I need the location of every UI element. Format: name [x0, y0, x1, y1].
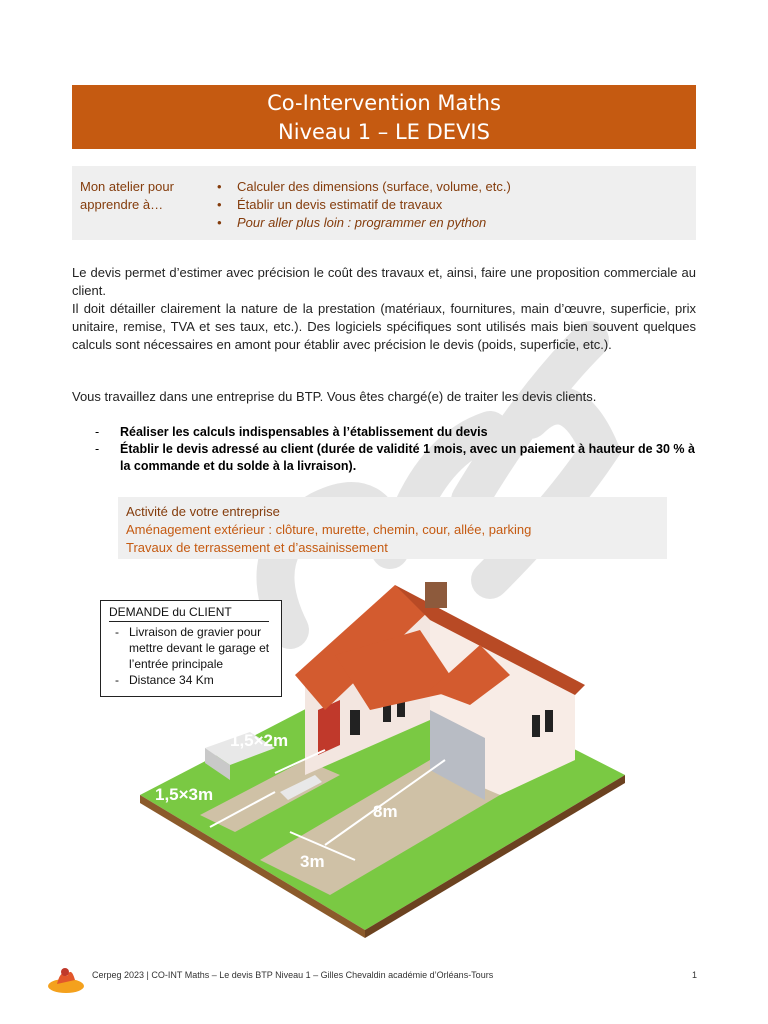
page-number: 1	[691, 970, 697, 980]
objective-item: • Établir un devis estimatif de travaux	[217, 196, 511, 214]
page-subtitle: Niveau 1 – LE DEVIS	[278, 120, 490, 144]
context-text: Vous travaillez dans une entreprise du BTP. Vous êtes chargé(e) de traiter les devis clients.	[72, 389, 597, 404]
page-footer	[92, 967, 697, 983]
dimension-label: 1,5×2m	[230, 731, 289, 750]
title-banner	[72, 85, 696, 149]
atelier-objectives-list	[217, 178, 511, 232]
client-request-item: - Distance 34 Km	[109, 672, 273, 688]
client-request-item: - Livraison de gravier pour mettre devant le garage et l’entrée principale	[109, 624, 273, 672]
activite-box	[118, 497, 667, 559]
chimney	[425, 582, 447, 608]
client-request-title: DEMANDE du CLIENT	[109, 604, 269, 622]
footer-text: Cerpeg 2023 | CO-INT Maths – Le devis BTP Niveau 1 – Gilles Chevaldin académie d’Orléans-Tours	[92, 970, 494, 980]
atelier-label: Mon atelier pour apprendre à…	[80, 179, 174, 212]
task-item: - Réaliser les calculs indispensables à l’établissement du devis	[95, 424, 695, 441]
atelier-box	[72, 166, 696, 240]
client-request-box	[100, 600, 282, 697]
intro-paragraph: Il doit détailler clairement la nature de la prestation (matériaux, fournitures, main d’œuvre, superficie, prix unitaire, remise, TVA et ses taux, etc.). Des logiciels spécifiques sont utilisés mais bien souvent quelques calculs sont nécessaires en amont pour établir avec précision le devis (poids, superficie, etc.).	[72, 301, 696, 352]
objective-item: • Calculer des dimensions (surface, volume, etc.)	[217, 178, 511, 196]
activite-line: Travaux de terrassement et d’assainissement	[126, 540, 388, 555]
window	[532, 715, 540, 737]
window	[545, 710, 553, 732]
cerpeg-logo-icon	[45, 962, 87, 996]
activite-title: Activité de votre entreprise	[126, 504, 280, 519]
intro-text	[72, 264, 696, 354]
activite-line: Aménagement extérieur : clôture, murette, chemin, cour, allée, parking	[126, 522, 532, 537]
client-request-list	[109, 624, 273, 688]
dimension-label: 3m	[300, 852, 325, 871]
objective-item: • Pour aller plus loin : programmer en python	[217, 214, 511, 232]
task-item: - Établir le devis adressé au client (durée de validité 1 mois, avec un paiement à hauteur de 30 % à la commande et du solde à la livraison).	[95, 441, 695, 475]
window	[350, 710, 360, 735]
dimension-label: 1,5×3m	[155, 785, 214, 804]
page-title: Co-Intervention Maths	[267, 91, 501, 115]
dimension-label: 8m	[373, 802, 398, 821]
task-list	[95, 424, 695, 475]
intro-paragraph: Le devis permet d’estimer avec précision le coût des travaux et, ainsi, faire une proposition commerciale au client.	[72, 265, 696, 298]
